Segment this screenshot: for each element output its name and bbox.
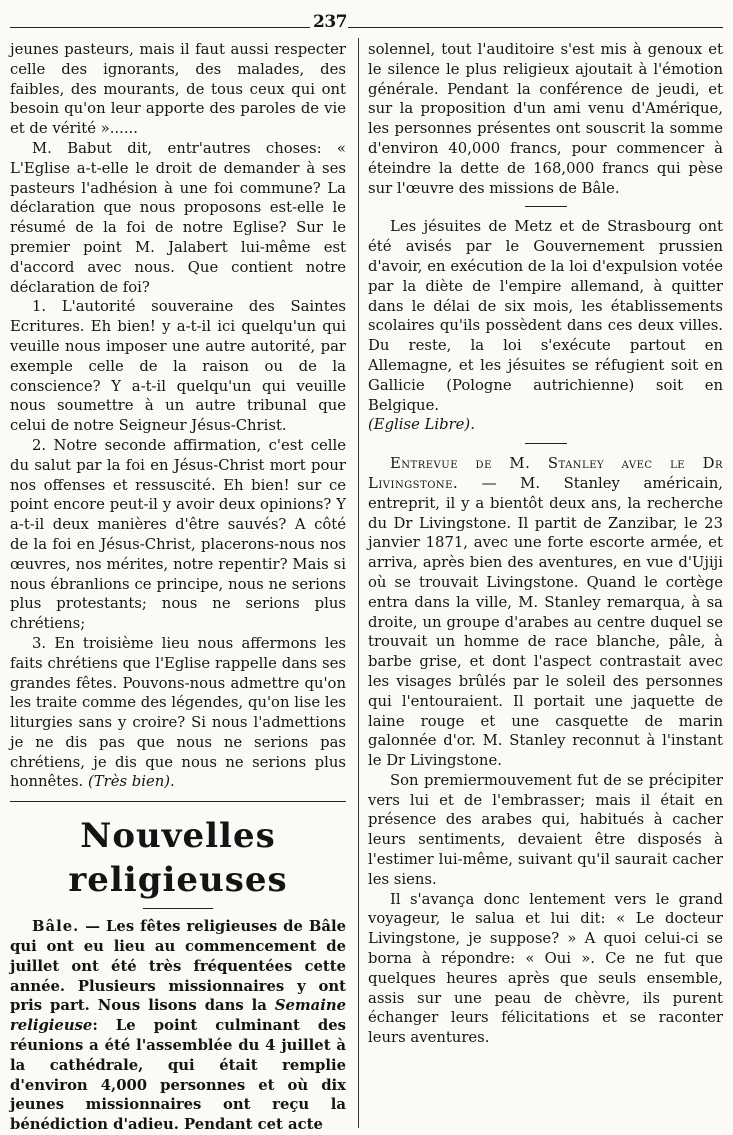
stanley-text: — M. Stanley américain, entreprit, il y a bientôt deux ans, la recherche du Dr Livingstone. Il partit de Zanzibar, le 23 janvier 1871, avec une forte escorte armée, et arriva, après bien des aventures, en vue d'Ujiji où se trouvait Livingstone. Quand le cortège entra dans la ville, M. Stanley remarqua, à sa droite, un groupe d'arabes au centre duquel se trouvait un homme de race blanche, pâle, à barbe grise, et dont l'aspect contrastait avec les visages brûlés par le soleil des personnes qui l'entouraient. Il portait une jaquette de laine rouge et une casquette de marin galonnée d'or. M. Stanley reconnut à l'instant le Dr Livingstone. <box>368 474 723 770</box>
column-divider <box>358 38 359 1128</box>
paragraph-jesuits: Les jésuites de Metz et de Strasbourg ont été avisés par le Gouvernement prussien d'avoir, en exécution de la loi d'expulsion votée par la diète de l'empire allemand, à quitter dans le délai de six mois, les établissements scolaires qu'ils possèdent dans ces deux villes. Du reste, la loi s'exécute partout en Allemagne, et les jésuites se réfugient soit en Gallicie (Pologne autrichienne) soit en Belgique. <box>368 218 723 414</box>
bale-label: Bâle. <box>32 918 80 936</box>
paragraph-point-3 <box>10 634 346 792</box>
header-rule-right <box>348 27 723 28</box>
paragraph-bale-continued: solennel, tout l'auditoire s'est mis à genoux et le silence le plus religieux ajoutait à l'émotion générale. Pendant la conférence de jeudi, et sur la proposition d'un ami venu d'Amérique, les personnes présentes ont souscrit la somme d'environ 40,000 francs, pour commencer à éteindre la dette de 168,000 francs qui pèse sur l'œuvre des missions de Bâle. <box>368 41 723 197</box>
page-number: 237 <box>313 12 347 32</box>
section-title: Nouvelles religieuses <box>68 816 288 901</box>
bale-text-2: : Le point culminant des réunions a été l'assemblée du 4 juillet à la cathédrale, qui était remplie d'environ 4,000 personnes et où dix jeunes missionnaires ont reçu la bénédiction d'adieu. Pendant cet acte <box>10 1017 346 1134</box>
left-column <box>10 40 346 1135</box>
paragraph-pastors: jeunes pasteurs, mais il faut aussi respecter celle des ignorants, des malades, des faibles, des mourants, de tous ceux qui ont besoin qu'on leur apporte des paroles de vie et de vérité »...... <box>10 41 346 138</box>
paragraph-stanley <box>368 454 723 771</box>
paragraph-point-1: 1. L'autorité souveraine des Saintes Ecritures. Eh bien! y a-t-il ici quelqu'un qui veuille nous imposer une autre autorité, par exemple celle de la raison ou de la conscience? Y a-t-il quelqu'un qui veuille nous soumettre à un autre tribunal que celui de notre Seigneur Jésus-Christ. <box>10 298 346 435</box>
bale-text-1: — Les fêtes religieuses de Bâle qui ont eu lieu au commencement de juillet ont été très fréquentées cette année. Plusieurs missionnaires y ont pris part. Nous lisons dans la <box>10 918 346 1015</box>
bale-source: Semaine religieuse <box>10 997 346 1035</box>
header-rule-left <box>10 27 310 28</box>
paragraph-bale <box>10 917 346 1135</box>
source-eglise-libre: (Eglise Libre). <box>368 416 475 434</box>
point-3-text: 3. En troisième lieu nous affermons les faits chrétiens que l'Eglise rappelle dans ses grandes fêtes. Pouvons-nous admettre qu'on les traite comme des légendes, qu'on lise les liturgies sans y croire? Si nous l'admettions je ne dis pas que nous ne serions pas chrétiens, je dis que nous ne serions plus honnêtes. <box>10 634 346 791</box>
separator-rule-1 <box>525 206 567 207</box>
stanley-heading: Entrevue de M. Stanley avec le Dr Livingstone. <box>368 455 723 492</box>
separator-rule-2 <box>525 443 567 444</box>
right-column <box>368 40 723 1048</box>
paragraph-babut: M. Babut dit, entr'autres choses: « L'Eglise a-t-elle le droit de demander à ses pasteurs l'adhésion à une foi commune? La déclaration que nous proposons est-elle le résumé de la foi de notre Eglise? Sur le premier point M. Jalabert lui-même est d'accord avec nous. Que contient notre déclaration de foi? <box>10 139 346 296</box>
paragraph-point-2: 2. Notre seconde affirmation, c'est celle du salut par la foi en Jésus-Christ mort pour nos offenses et ressuscité. Eh bien! sur ce point encore peut-il y avoir deux opinions? Y a-t-il deux manières d'être sauvés? A côté de la foi en Jésus-Christ, placerons-nous nos œuvres, nos mérites, notre repentir? Mais si nous ébranlions ce principe, nous ne serions plus protestants; nous ne serions plus chrétiens; <box>10 436 346 633</box>
section-rule <box>143 908 213 909</box>
article-end-rule <box>10 801 346 802</box>
paragraph-first-movement: Son premiermouvement fut de se précipiter vers lui et de l'embrasser; mais il était en présence des arabes qui, habitués à cacher leurs sentiments, devaient être disposés à l'estimer lui-même, suivant qu'il saurait cacher les siens. <box>368 771 723 888</box>
paragraph-greeting: Il s'avança donc lentement vers le grand voyageur, le salua et lui dit: « Le docteur Livingstone, je suppose? » A quoi celui-ci se borna à répondre: « Oui ». Ce ne fut que quelques heures après que seuls ensemble, assis sur une peau de chèvre, ils purent échanger leurs félicitations et se raconter leurs aventures. <box>368 890 723 1047</box>
applause-note: (Très bien). <box>87 773 175 791</box>
